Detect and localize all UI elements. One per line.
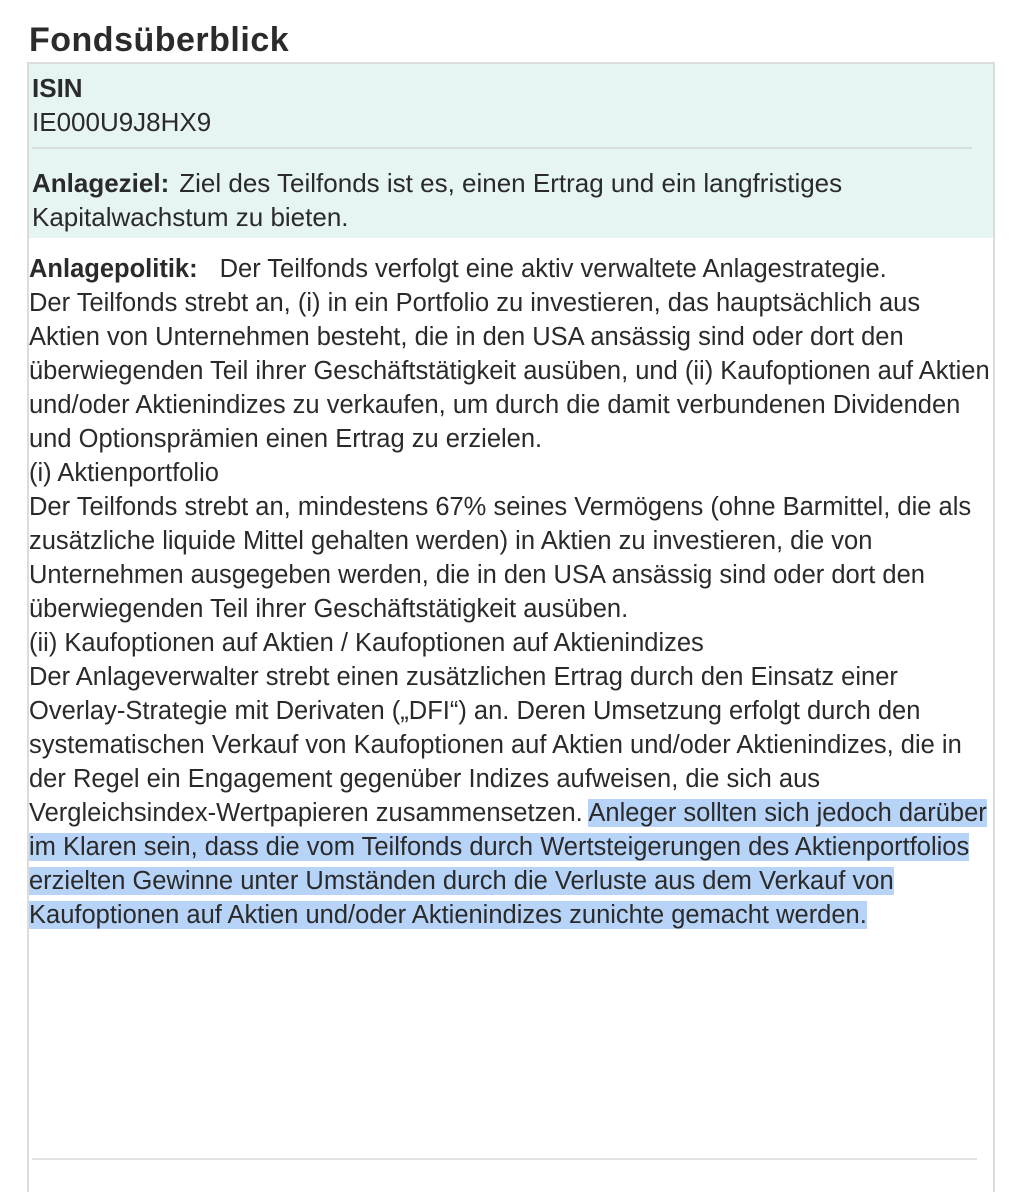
policy-paragraph: (ii) Kaufoptionen auf Aktien / Kaufoptionen auf Aktienindizes — [29, 629, 704, 657]
policy-paragraph — [29, 252, 995, 286]
isin-label: ISIN — [32, 73, 83, 103]
objective-text: Ziel des Teilfonds ist es, einen Ertrag und ein langfristiges Kapitalwachstum zu bieten. — [32, 168, 843, 232]
investment-policy — [29, 252, 995, 932]
fund-overview-panel — [27, 62, 995, 1192]
policy-paragraph: Der Teilfonds strebt an, mindestens 67% seines Vermögens (ohne Barmittel, die als zusätzliche liquide Mittel gehalten werden) in Aktien zu investieren, die von Unternehmen ausgegeben werden, die in den USA ansässig sind oder dort den überwiegenden Teil ihrer Geschäftstätigkeit ausüben. — [29, 493, 972, 623]
investment-objective — [32, 166, 982, 234]
page-title: Fondsüberblick — [29, 21, 290, 59]
divider — [32, 1158, 977, 1160]
policy-text: Der Anlageverwalter strebt einen zusätzlichen Ertrag durch den Einsatz einer Overlay-Strategie mit Derivaten („DFI“) an. Deren Umsetzung erfolgt durch den systematischen Verkauf von Kaufoptionen auf Aktien und/oder Aktienindizes, die in der Regel ein Engagement gegenüber Indizes aufweisen, die sich aus Vergleichsindex-Wertpapieren zusammensetzen. — [29, 663, 962, 827]
objective-label: Anlageziel: — [32, 168, 170, 198]
policy-paragraph — [29, 660, 995, 932]
divider — [32, 147, 972, 149]
policy-paragraph: (i) Aktienportfolio — [29, 459, 219, 487]
policy-text: Der Teilfonds verfolgt eine aktiv verwaltete Anlagestrategie. — [219, 255, 887, 283]
policy-label: Anlagepolitik: — [29, 255, 198, 283]
isin-value: IE000U9J8HX9 — [32, 107, 212, 137]
fund-key-info — [29, 64, 993, 238]
policy-paragraph: Der Teilfonds strebt an, (i) in ein Portfolio zu investieren, das hauptsächlich aus Aktien von Unternehmen besteht, die in den USA ansässig sind oder dort den überwiegenden Teil ihrer Geschäftstätigkeit ausüben, und (ii) Kaufoptionen auf Aktien und/oder Aktienindizes zu verkaufen, um durch die damit verbundenen Dividenden und Optionsprämien einen Ertrag zu erzielen. — [29, 289, 990, 453]
selected-text[interactable]: Anleger sollten sich jedoch darüber im Klaren sein, dass die vom Teilfonds durch Wertsteigerungen des Aktienportfolios erzielten Gewinne unter Umständen durch die Verluste aus dem Verkauf von Kaufoptionen auf Aktien und/oder Aktienindizes zunichte gemacht werden. — [29, 799, 987, 929]
